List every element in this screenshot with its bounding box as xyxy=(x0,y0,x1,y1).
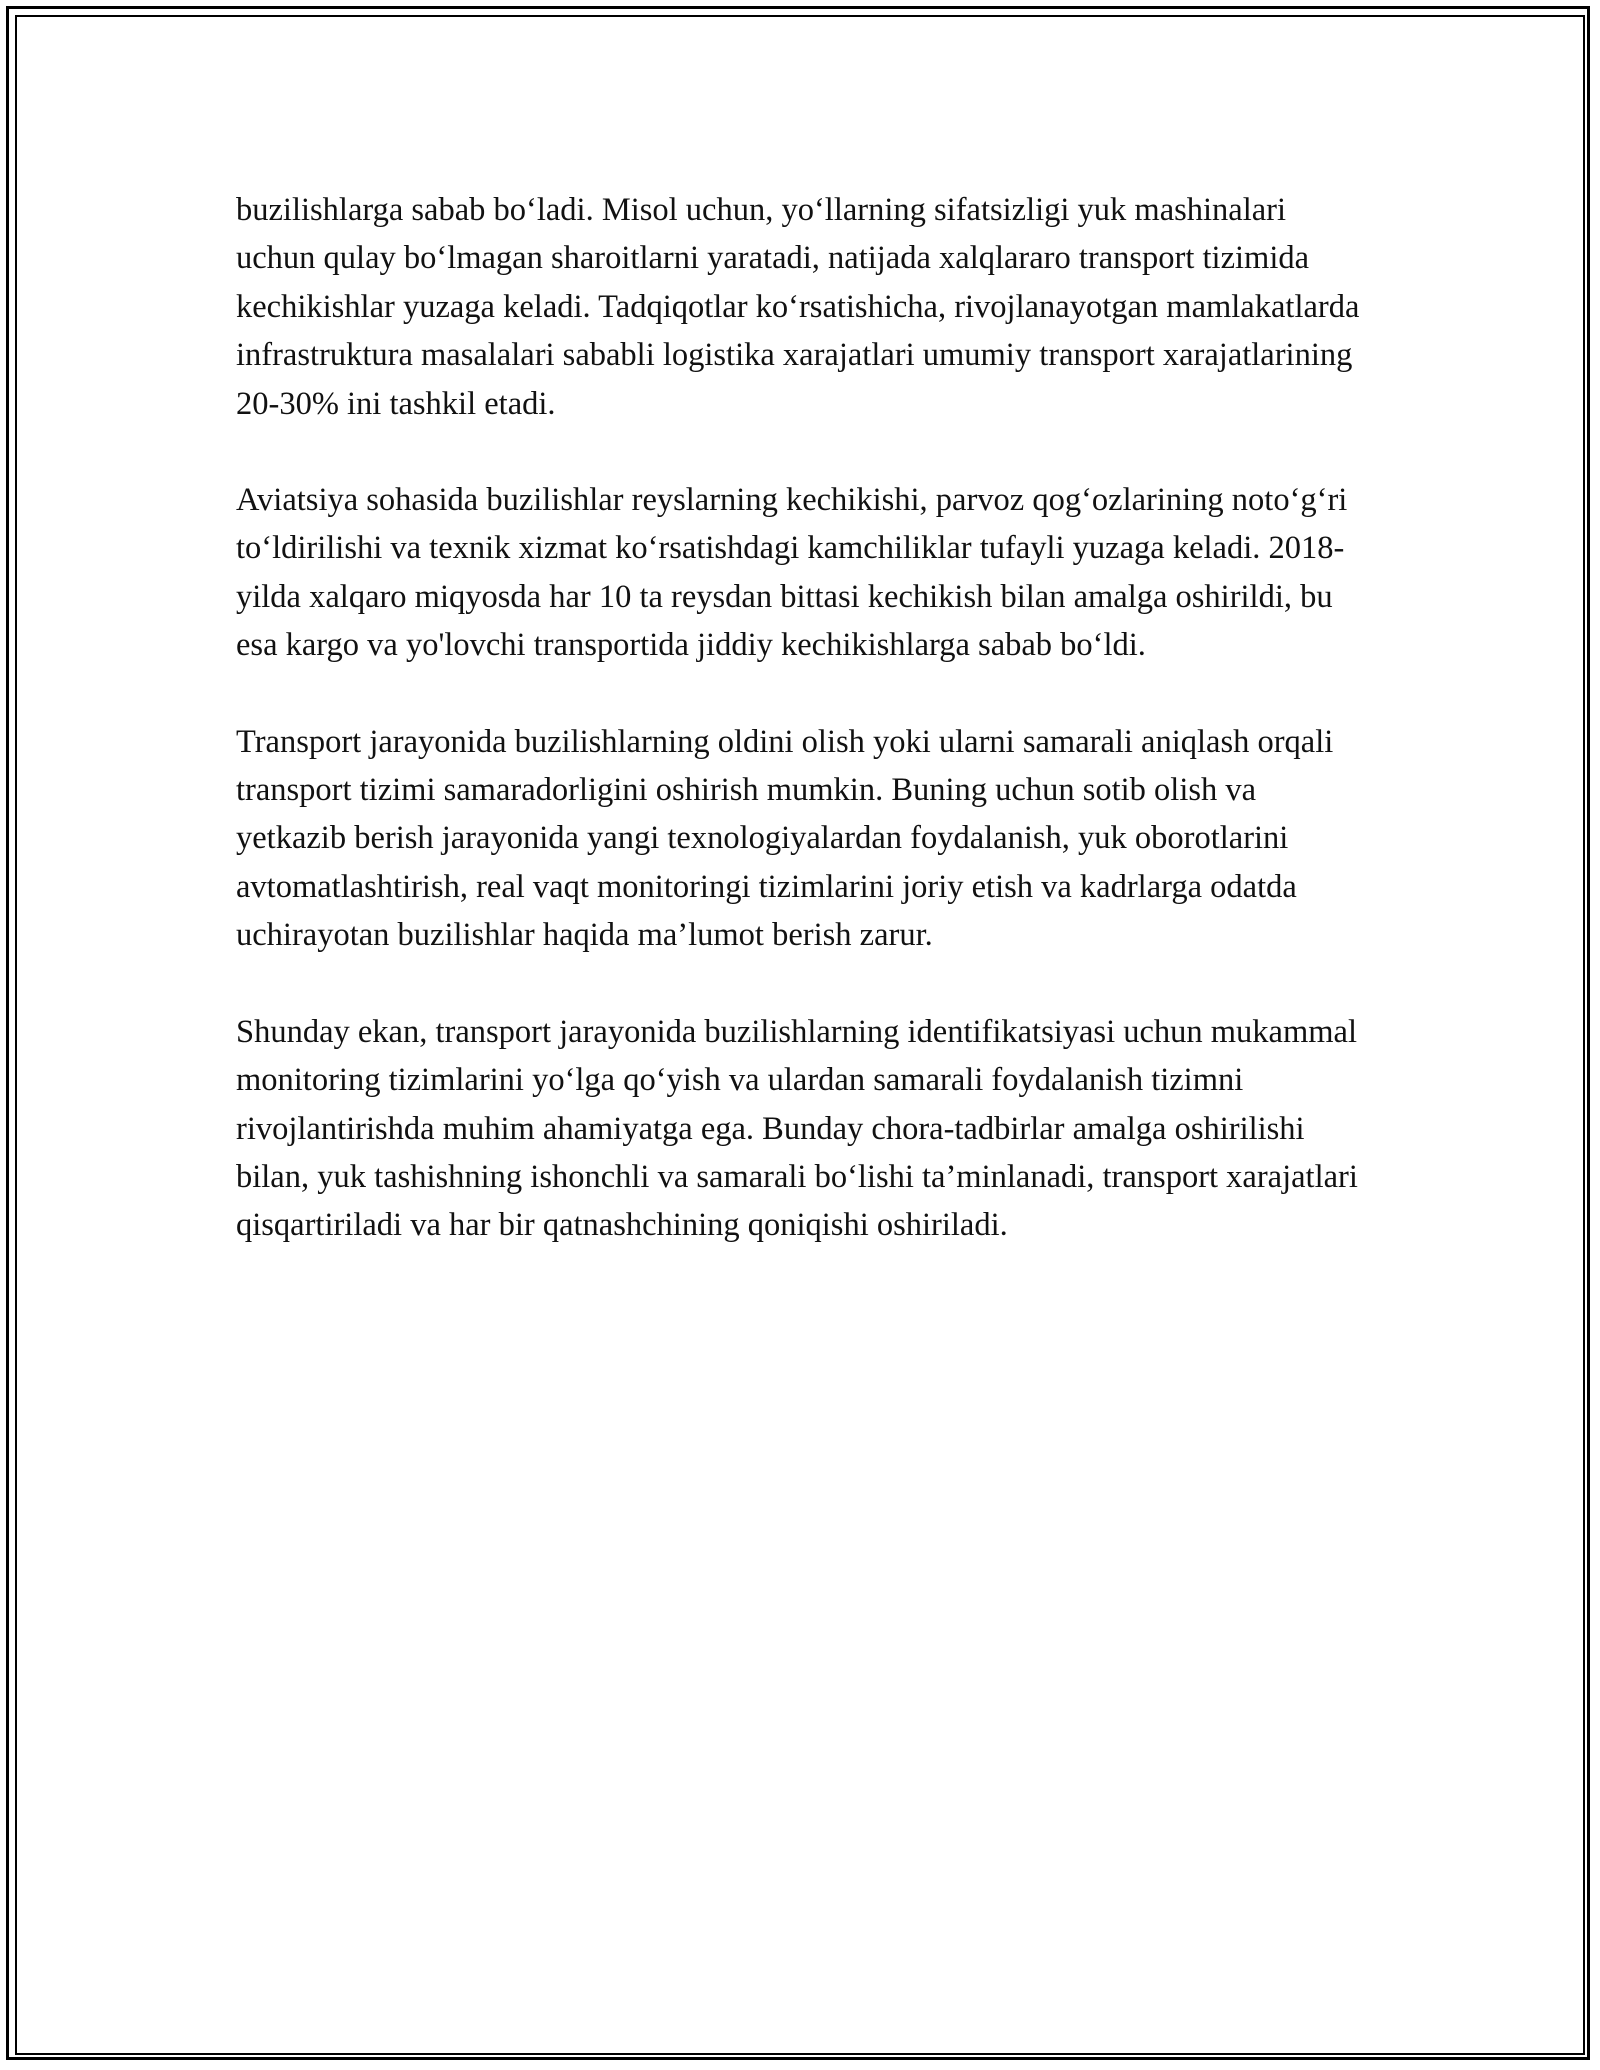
paragraph-2: Aviatsiya sohasida buzilishlar reyslarning kechikishi, parvoz qog‘ozlarining noto‘g‘ri to‘ldirilishi va texnik xizmat ko‘rsatishdagi kamchiliklar tufayli yuzaga keladi. 2018-yilda xalqaro miqyosda har 10 ta reysdan bittasi kechikish bilan amalga oshirildi, bu esa kargo va yo'lovchi transportida jiddiy kechikishlarga sabab bo‘ldi. xyxy=(236,482,1348,664)
document-body xyxy=(236,186,1366,1298)
paragraph-1: buzilishlarga sabab bo‘ladi. Misol uchun, yo‘llarning sifatsizligi yuk mashinalari uchun qulay bo‘lmagan sharoitlarni yaratadi, natijada xalqlararo transport tizimida kechikishlar yuzaga keladi. Tadqiqotlar ko‘rsatishicha, rivojlanayotgan mamlakatlarda infrastruktura masalalari sababli logistika xarajatlari umumiy transport xarajatlarining 20-30% ini tashkil etadi. xyxy=(236,192,1360,422)
paragraph-3: Transport jarayonida buzilishlarning oldini olish yoki ularni samarali aniqlash orqali transport tizimi samaradorligini oshirish mumkin. Buning uchun sotib olish va yetkazib berish jarayonida yangi texnologiyalardan foydalanish, yuk oborotlarini avtomatlashtirish, real vaqt monitoringi tizimlarini joriy etish va kadrlarga odatda uchirayotan buzilishlar haqida ma’lumot berish zarur. xyxy=(236,723,1334,954)
paragraph-4: Shunday ekan, transport jarayonida buzilishlarning identifikatsiyasi uchun mukammal monitoring tizimlarini yo‘lga qo‘yish va ulardan samarali foydalanish tizimni rivojlantirishda muhim ahamiyatga ega. Bunday chora-tadbirlar amalga oshirilishi bilan, yuk tashishning ishonchli va samarali bo‘lishi ta’minlanadi, transport xarajatlari qisqartiriladi va har bir qatnashchining qoniqishi oshiriladi. xyxy=(236,1013,1358,1244)
